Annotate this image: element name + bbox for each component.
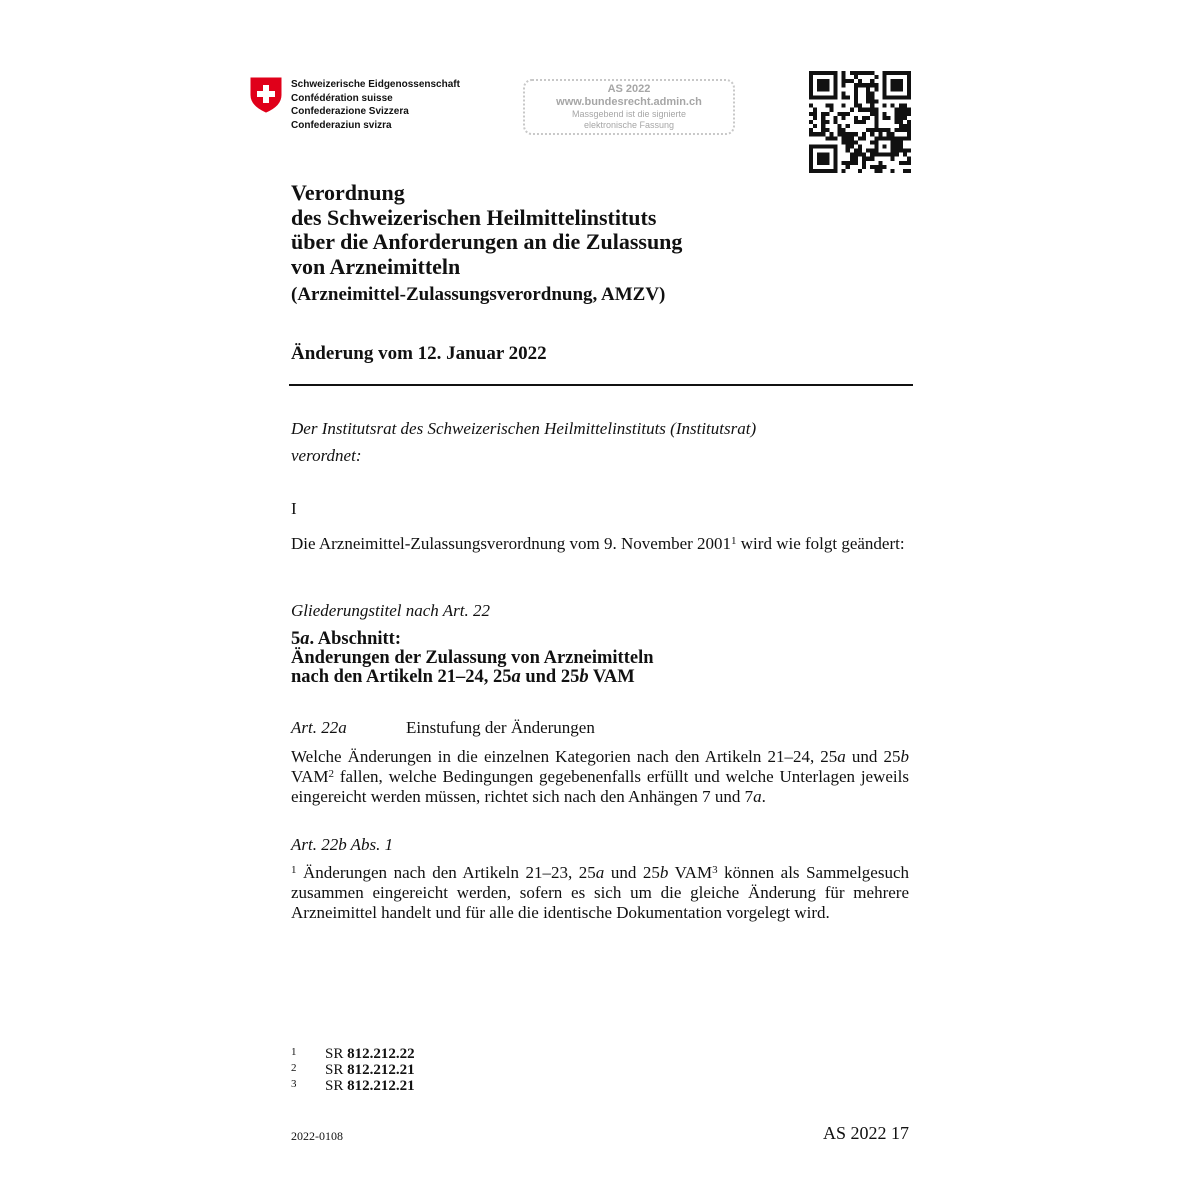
document-number: 2022-0108 <box>291 1129 343 1143</box>
agency-line-fr: Confédération suisse <box>291 92 393 104</box>
article-text: a <box>837 747 846 766</box>
agency-line-rm: Confederaziun svizra <box>291 119 392 131</box>
intro-text: wird wie folgt geändert: <box>736 534 905 553</box>
section-heading-line-3 <box>291 668 654 687</box>
swiss-cross-shield-icon <box>250 77 282 113</box>
article-22b-label: Art. 22b Abs. 1 <box>291 835 394 854</box>
section-number: I <box>291 499 297 518</box>
section-heading-label: . Abschnitt: <box>309 629 401 649</box>
footnote-sr-link[interactable]: 812.212.21 <box>347 1062 415 1078</box>
preamble-line-1: Der Institutsrat des Schweizerischen Heilmittelinstituts (Institutsrat) <box>291 419 757 438</box>
agency-name <box>291 78 460 132</box>
article-text: a <box>595 863 605 882</box>
stamp-line-1: AS 2022 <box>607 83 651 95</box>
official-compilation-reference: AS 2022 17 <box>823 1123 910 1143</box>
article-22b-text <box>291 863 909 923</box>
heading-text: b <box>579 667 589 687</box>
stamp-line-3: Massgebend ist die signierte <box>571 109 687 119</box>
article-text: VAM <box>668 863 713 882</box>
amendment-date: Änderung vom 12. Januar 2022 <box>291 343 547 364</box>
footnote-ref[interactable]: 1 <box>731 535 737 547</box>
article-22a-label: Art. 22a <box>291 718 347 737</box>
article-text: Welche Änderungen in die einzelnen Kategorien nach den Artikeln 21–24, 25 <box>291 747 838 766</box>
footnote-number: 2 <box>291 1062 297 1074</box>
article-22a-text <box>291 747 909 807</box>
article-text: und 25 <box>845 747 901 766</box>
qr-code-icon <box>809 71 911 173</box>
section-heading <box>291 630 654 687</box>
heading-text: a <box>511 667 521 687</box>
footnote-sr-link[interactable]: 812.212.21 <box>347 1078 415 1094</box>
stamp-url: www.bundesrecht.admin.ch <box>556 96 702 108</box>
footnote <box>291 1046 415 1062</box>
footnote <box>291 1078 415 1094</box>
article-text: können als Sammelgesuch zusammen eingereicht werden, sofern es sich um die gleiche Änderung für mehrere Arzneimittel handelt und für alle die identische Dokumentation vorgelegt wird. <box>291 863 909 922</box>
footnote-text <box>325 1062 415 1078</box>
heading-text: nach den Artikeln 21–24, 25 <box>291 667 512 687</box>
heading-text: VAM <box>588 667 635 687</box>
footnotes <box>291 1046 415 1094</box>
footnote-prefix: SR <box>325 1062 348 1078</box>
title-line: über die Anforderungen an die Zulassung <box>291 229 683 254</box>
intro-paragraph <box>291 534 909 554</box>
article-text: VAM <box>291 767 329 786</box>
short-title: (Arzneimittel-Zulassungsverordnung, AMZV) <box>291 284 666 305</box>
article-text: Änderungen nach den Artikeln 21–23, 25 <box>296 863 596 882</box>
footnote-prefix: SR <box>325 1046 348 1062</box>
article-text: b <box>659 863 669 882</box>
section-heading-line-2: Änderungen der Zulassung von Arzneimitteln <box>291 648 654 668</box>
footnote <box>291 1062 415 1078</box>
title-line: von Arzneimitteln <box>291 253 461 279</box>
footnote-text <box>325 1078 415 1094</box>
agency-line-de: Schweizerische Eidgenossenschaft <box>291 79 460 90</box>
article-text: . <box>761 787 766 806</box>
title-line: Verordnung <box>291 180 405 205</box>
heading-text: und 25 <box>520 667 580 687</box>
article-text: und 25 <box>604 863 660 882</box>
footnote-text <box>325 1046 415 1062</box>
paragraph-number: 1 <box>291 864 297 876</box>
article-22a-title: Einstufung der Änderungen <box>406 718 595 737</box>
structure-title-note: Gliederungstitel nach Art. 22 <box>291 601 490 620</box>
preamble-line-2: verordnet: <box>291 446 362 465</box>
section-heading-suffix: a <box>300 629 310 649</box>
footnote-number: 1 <box>291 1046 297 1058</box>
title-line: des Schweizerischen Heilmittelinstituts <box>291 204 657 230</box>
article-text: fallen, welche Bedingungen gegebenenfalls erfüllt und welche Unterlagen jeweils eingereicht werden müssen, richtet sich nach den Anhängen 7 und 7 <box>291 767 909 806</box>
footnote-prefix: SR <box>325 1078 348 1094</box>
stamp-line-4: elektronische Fassung <box>583 120 675 130</box>
intro-text: Die Arzneimittel-Zulassungsverordnung vom 9. November 2001 <box>291 534 732 553</box>
preamble <box>291 415 756 469</box>
footnote-number: 3 <box>291 1078 297 1090</box>
article-text: b <box>900 747 909 766</box>
title-divider <box>289 384 913 386</box>
footnote-ref[interactable]: 3 <box>712 864 718 876</box>
agency-line-it: Confederazione Svizzera <box>291 106 409 117</box>
footnote-ref[interactable]: 2 <box>328 768 334 780</box>
article-text: a <box>753 787 762 806</box>
section-heading-num: 5 <box>291 629 301 649</box>
document-title <box>291 181 682 279</box>
footnote-sr-link[interactable]: 812.212.22 <box>347 1046 415 1062</box>
publication-stamp <box>523 79 735 135</box>
section-heading-line-1 <box>291 630 654 649</box>
